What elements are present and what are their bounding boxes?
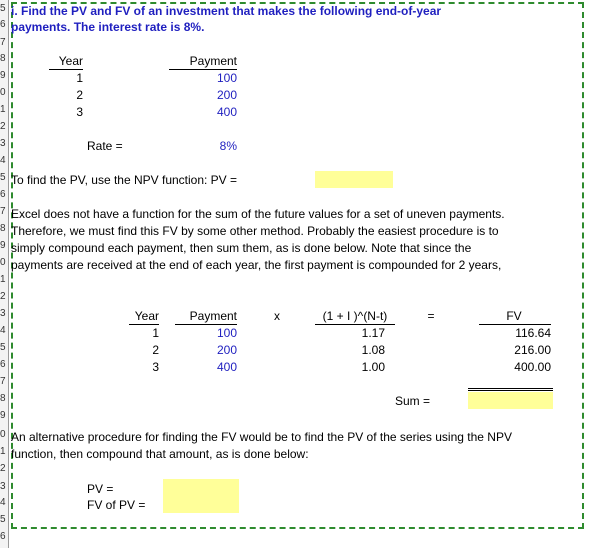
row-number[interactable]: 0 bbox=[0, 429, 6, 440]
sum-top-rule bbox=[468, 388, 553, 389]
payment-cell[interactable]: 100 bbox=[216, 71, 237, 85]
t2-factor-header: (1 + I )^(N-t) bbox=[322, 309, 388, 323]
explanation-line: Therefore, we must find this FV by some other method. Probably the easiest procedure is to bbox=[11, 224, 499, 238]
payment-cell[interactable]: 200 bbox=[216, 88, 237, 102]
row-number[interactable]: 6 bbox=[0, 19, 6, 30]
row-number[interactable]: 0 bbox=[0, 87, 6, 98]
row-number[interactable]: 7 bbox=[0, 376, 6, 387]
t2-year-cell[interactable]: 2 bbox=[152, 343, 159, 357]
t2-fv-cell[interactable]: 400.00 bbox=[514, 360, 551, 374]
npv-instruction: To find the PV, use the NPV function: PV = bbox=[11, 173, 238, 187]
pv-input-cell[interactable] bbox=[315, 171, 393, 188]
explanation-line: Excel does not have a function for the sum of the future values for a set of uneven payments. bbox=[11, 207, 505, 221]
t2-fv-header: FV bbox=[506, 309, 522, 323]
row-number[interactable]: 6 bbox=[0, 531, 6, 542]
t2-factor-cell[interactable]: 1.17 bbox=[361, 326, 385, 340]
row-number[interactable]: 8 bbox=[0, 53, 6, 64]
worksheet bbox=[9, 0, 611, 548]
t2-payment-cell[interactable]: 100 bbox=[216, 326, 237, 340]
year-cell[interactable]: 1 bbox=[76, 71, 83, 85]
t2-payment-header: Payment bbox=[189, 309, 237, 323]
pv-fv-input-cells[interactable] bbox=[163, 479, 239, 513]
row-number-gutter bbox=[0, 0, 9, 548]
row-number[interactable]: 2 bbox=[0, 463, 6, 474]
row-number[interactable]: 0 bbox=[0, 257, 6, 268]
row-number[interactable]: 2 bbox=[0, 291, 6, 302]
pv-label: PV = bbox=[87, 482, 114, 496]
t2-payment-cell[interactable]: 400 bbox=[216, 360, 237, 374]
row-number[interactable]: 7 bbox=[0, 37, 6, 48]
row-number[interactable]: 8 bbox=[0, 393, 6, 404]
t2-year-cell[interactable]: 3 bbox=[152, 360, 159, 374]
alternative-line: An alternative procedure for finding the FV would be to find the PV of the series using the NPV bbox=[11, 430, 512, 444]
sum-top-rule-double bbox=[468, 390, 553, 391]
t2-multiply-header: x bbox=[274, 309, 280, 323]
explanation-line: simply compound each payment, then sum them, as is done below. Note that since the bbox=[11, 241, 472, 255]
row-number[interactable]: 5 bbox=[0, 514, 6, 525]
t2-equals-header: = bbox=[427, 309, 435, 323]
row-number[interactable]: 9 bbox=[0, 240, 6, 251]
t2-fv-cell[interactable]: 216.00 bbox=[514, 343, 551, 357]
row-number[interactable]: 8 bbox=[0, 223, 6, 234]
row-number[interactable]: 5 bbox=[0, 342, 6, 353]
sum-label: Sum = bbox=[395, 394, 431, 408]
payment-header: Payment bbox=[189, 54, 237, 68]
row-number[interactable]: 4 bbox=[0, 497, 6, 508]
row-number[interactable]: 1 bbox=[0, 274, 6, 285]
row-number[interactable]: 6 bbox=[0, 189, 6, 200]
t2-year-cell[interactable]: 1 bbox=[152, 326, 159, 340]
row-number[interactable]: 9 bbox=[0, 70, 6, 81]
row-number[interactable]: 3 bbox=[0, 308, 6, 319]
row-number[interactable]: 4 bbox=[0, 155, 6, 166]
row-number[interactable]: 3 bbox=[0, 138, 6, 149]
payment-cell[interactable]: 400 bbox=[216, 105, 237, 119]
t2-factor-cell[interactable]: 1.08 bbox=[361, 343, 385, 357]
rate-label: Rate = bbox=[87, 139, 123, 153]
row-number[interactable]: 3 bbox=[0, 481, 6, 492]
sum-input-cell[interactable] bbox=[468, 392, 553, 409]
row-number[interactable]: 5 bbox=[0, 3, 6, 14]
row-number[interactable]: 6 bbox=[0, 359, 6, 370]
t2-factor-cell[interactable]: 1.00 bbox=[361, 360, 385, 374]
year-cell[interactable]: 2 bbox=[76, 88, 83, 102]
problem-line-1: i. Find the PV and FV of an investment that makes the following end-of-year bbox=[11, 4, 442, 18]
row-number[interactable]: 7 bbox=[0, 206, 6, 217]
row-number[interactable]: 2 bbox=[0, 121, 6, 132]
row-number[interactable]: 1 bbox=[0, 446, 6, 457]
alternative-line: function, then compound that amount, as is done below: bbox=[11, 447, 309, 461]
row-number[interactable]: 1 bbox=[0, 104, 6, 115]
t2-fv-cell[interactable]: 116.64 bbox=[515, 326, 551, 340]
row-number[interactable]: 9 bbox=[0, 410, 6, 421]
t2-payment-cell[interactable]: 200 bbox=[216, 343, 237, 357]
year-cell[interactable]: 3 bbox=[76, 105, 83, 119]
fv-of-pv-label: FV of PV = bbox=[87, 498, 146, 512]
t2-year-header: Year bbox=[134, 309, 159, 323]
rate-value[interactable]: 8% bbox=[219, 139, 237, 153]
problem-line-2: payments. The interest rate is 8%. bbox=[11, 20, 205, 34]
explanation-line: payments are received at the end of each year, the first payment is compounded for 2 years, bbox=[11, 258, 502, 272]
row-number[interactable]: 4 bbox=[0, 325, 6, 336]
year-header: Year bbox=[58, 54, 83, 68]
row-number[interactable]: 5 bbox=[0, 172, 6, 183]
